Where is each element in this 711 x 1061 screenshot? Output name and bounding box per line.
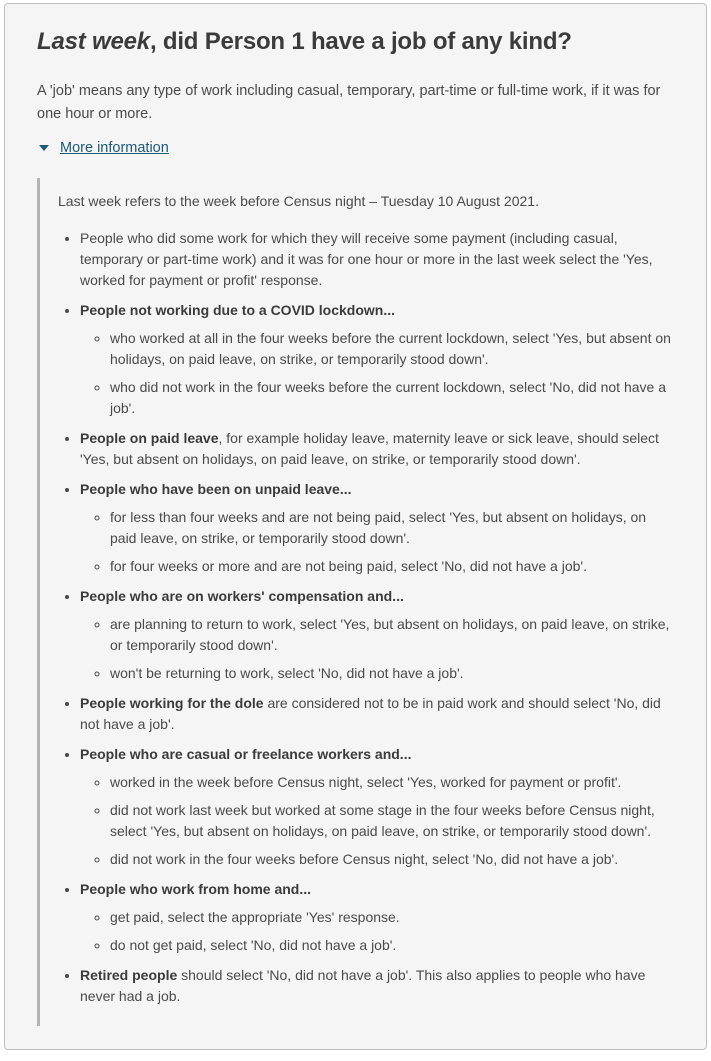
- info-item-lead: People working for the dole: [80, 695, 264, 711]
- info-item: [80, 300, 672, 419]
- question-title-rest: , did Person 1 have a job of any kind?: [149, 28, 572, 55]
- info-sublist: [80, 507, 672, 577]
- info-item: [80, 428, 672, 470]
- info-sublist: [80, 772, 672, 870]
- info-subitem: ◦ worked in the week before Census night, select 'Yes, worked for payment or profit'.: [110, 772, 672, 793]
- info-item-lead: People who are on workers' compensation and...: [80, 588, 404, 604]
- info-subitem: ◦ did not work in the four weeks before Census night, select 'No, did not have a job'.: [110, 849, 672, 870]
- caret-down-icon: [39, 145, 49, 151]
- more-information-link[interactable]: More information: [60, 140, 169, 156]
- info-item-lead: People who are casual or freelance workers and...: [80, 746, 412, 762]
- info-item-lead: People not working due to a COVID lockdown...: [80, 302, 396, 318]
- info-item-lead: People who work from home and...: [80, 881, 312, 897]
- info-sublist: [80, 614, 672, 684]
- panel-intro-text: Last week refers to the week before Census night – Tuesday 10 August 2021.: [58, 193, 539, 209]
- info-item-lead: Retired people: [80, 967, 178, 983]
- more-information-panel: [37, 178, 672, 1026]
- info-subitem: ◦ won't be returning to work, select 'No, did not have a job'.: [110, 663, 672, 684]
- info-subitem: ◦ get paid, select the appropriate 'Yes' response.: [110, 907, 672, 928]
- info-item-lead: People who have been on unpaid leave...: [80, 481, 352, 497]
- info-item: [80, 879, 672, 956]
- info-subitem: ◦ who did not work in the four weeks before the current lockdown, select 'No, did not have a job'.: [110, 377, 672, 419]
- info-subitem: ◦ are planning to return to work, select 'Yes, but absent on holidays, on paid leave, on strike, or temporarily stood down'.: [110, 614, 672, 656]
- info-sublist: [80, 328, 672, 419]
- info-item: [80, 693, 672, 735]
- info-item: [80, 479, 672, 577]
- info-subitem: ◦ did not work last week but worked at some stage in the four weeks before Census night, select 'Yes, but absent on holidays, on paid leave, on strike, or temporarily stood down'.: [110, 800, 672, 842]
- question-title: [37, 28, 672, 56]
- info-item-text: are considered not to be in paid work and should select 'No, did not have a job'.: [80, 695, 661, 732]
- question-description: A 'job' means any type of work including casual, temporary, part-time or full-time work, if it was for one hour or more.: [37, 83, 661, 122]
- info-item: [80, 228, 672, 291]
- info-item-text: , for example holiday leave, maternity leave or sick leave, should select 'Yes, but absent on holidays, on paid leave, on strike, or temporarily stood down'.: [80, 430, 659, 467]
- info-item-lead: People on paid leave: [80, 430, 219, 446]
- question-card: [4, 3, 707, 1050]
- question-title-emphasis: Last week: [37, 28, 150, 55]
- info-item-text: should select 'No, did not have a job'. This also applies to people who have never had a job.: [80, 967, 646, 1004]
- info-subitem: ◦ for less than four weeks and are not being paid, select 'Yes, but absent on holidays, on paid leave, on strike, or temporarily stood down'.: [110, 507, 672, 549]
- info-item: [80, 965, 672, 1007]
- info-item: [80, 744, 672, 870]
- more-information-toggle[interactable]: [39, 140, 672, 156]
- info-item-text: People who did some work for which they will receive some payment (including casual, temporary or part-time work) and it was for one hour or more in the last week select the 'Yes, worked for payment or profit' response.: [80, 230, 653, 288]
- info-list: [56, 228, 672, 1007]
- info-subitem: ◦ do not get paid, select 'No, did not have a job'.: [110, 935, 672, 956]
- info-item: [80, 586, 672, 684]
- info-subitem: ◦ for four weeks or more and are not being paid, select 'No, did not have a job'.: [110, 556, 672, 577]
- info-sublist: [80, 907, 672, 956]
- info-subitem: ◦ who worked at all in the four weeks before the current lockdown, select 'Yes, but absent on holidays, on paid leave, on strike, or temporarily stood down'.: [110, 328, 672, 370]
